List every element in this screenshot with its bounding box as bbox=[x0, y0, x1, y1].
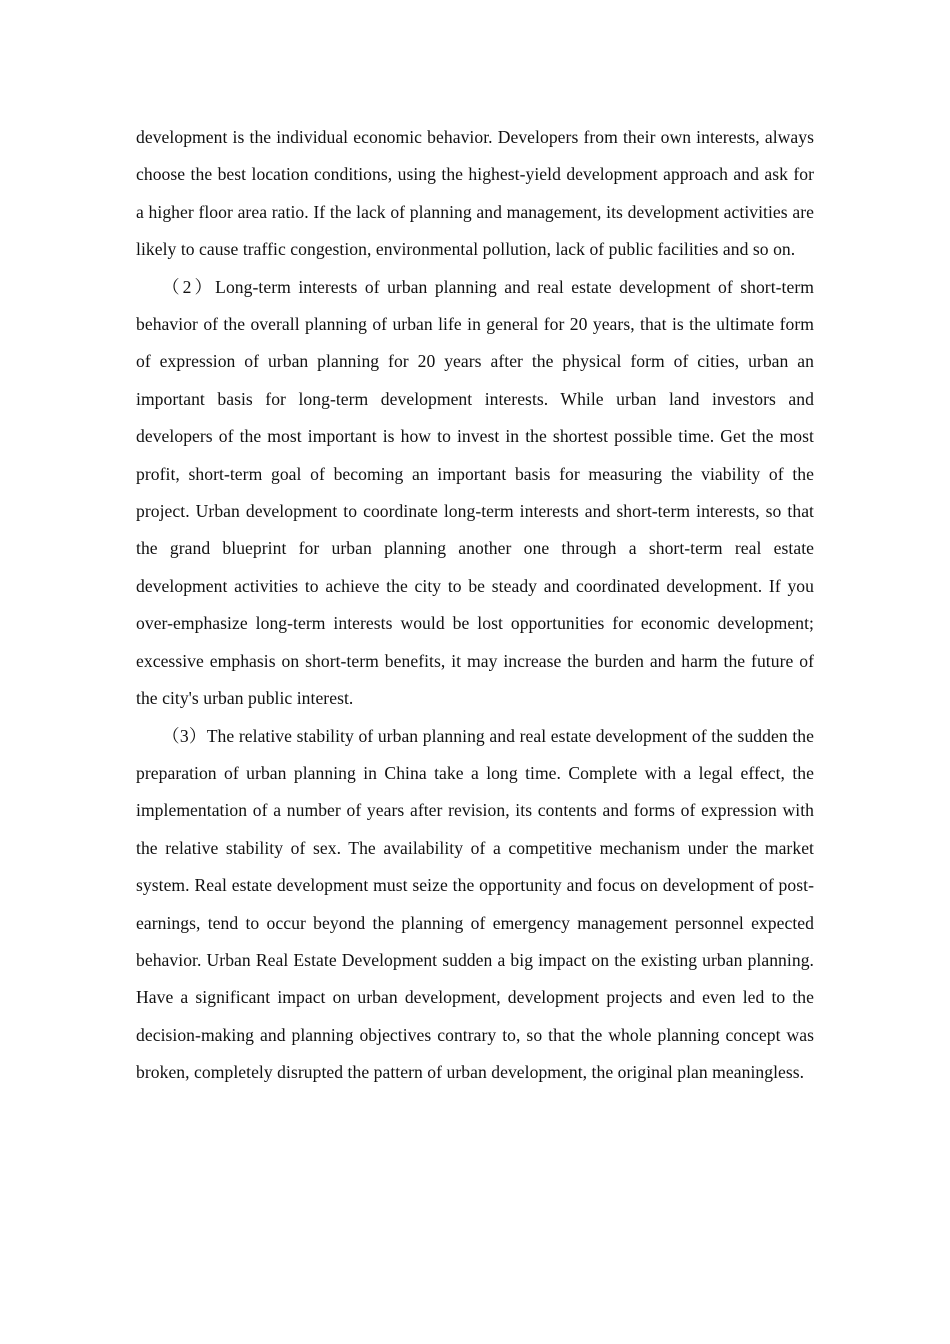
paragraph-continuation: development is the individual economic behavior. Developers from their own interests, always choose the best location conditions, using the highest-yield development approach and ask for a higher floor area ratio. If the lack of planning and management, its development activities are likely to cause traffic congestion, environmental pollution, lack of public facilities and so on. bbox=[136, 127, 814, 260]
document-body bbox=[136, 119, 814, 1092]
paragraph-2-long-term-interests: （2）Long-term interests of urban planning and real estate development of short-term behavior of the overall planning of urban life in general for 20 years, that is the ultimate form of expression of urban planning for 20 years after the physical form of cities, urban an important basis for long-term development interests. While urban land investors and developers of the most important is how to invest in the shortest possible time. Get the most profit, short-term goal of becoming an important basis for measuring the viability of the project. Urban development to coordinate long-term interests and short-term interests, so that the grand blueprint for urban planning another one through a short-term real estate development activities to achieve the city to be steady and coordinated development. If you over-emphasize long-term interests would be lost opportunities for economic development; excessive emphasis on short-term benefits, it may increase the burden and harm the future of the city's urban public interest. bbox=[136, 276, 814, 709]
paragraph-3-relative-stability: （3）The relative stability of urban planning and real estate development of the sudden the preparation of urban planning in China take a long time. Complete with a legal effect, the implementation of a number of years after revision, its contents and forms of expression with the relative stability of sex. The availability of a competitive mechanism under the market system. Real estate development must seize the opportunity and focus on development of post-earnings, tend to occur beyond the planning of emergency management personnel expected behavior. Urban Real Estate Development sudden a big impact on the existing urban planning. Have a significant impact on urban development, development projects and even led to the decision-making and planning objectives contrary to, so that the whole planning concept was broken, completely disrupted the pattern of urban development, the original plan meaningless. bbox=[136, 725, 814, 1083]
